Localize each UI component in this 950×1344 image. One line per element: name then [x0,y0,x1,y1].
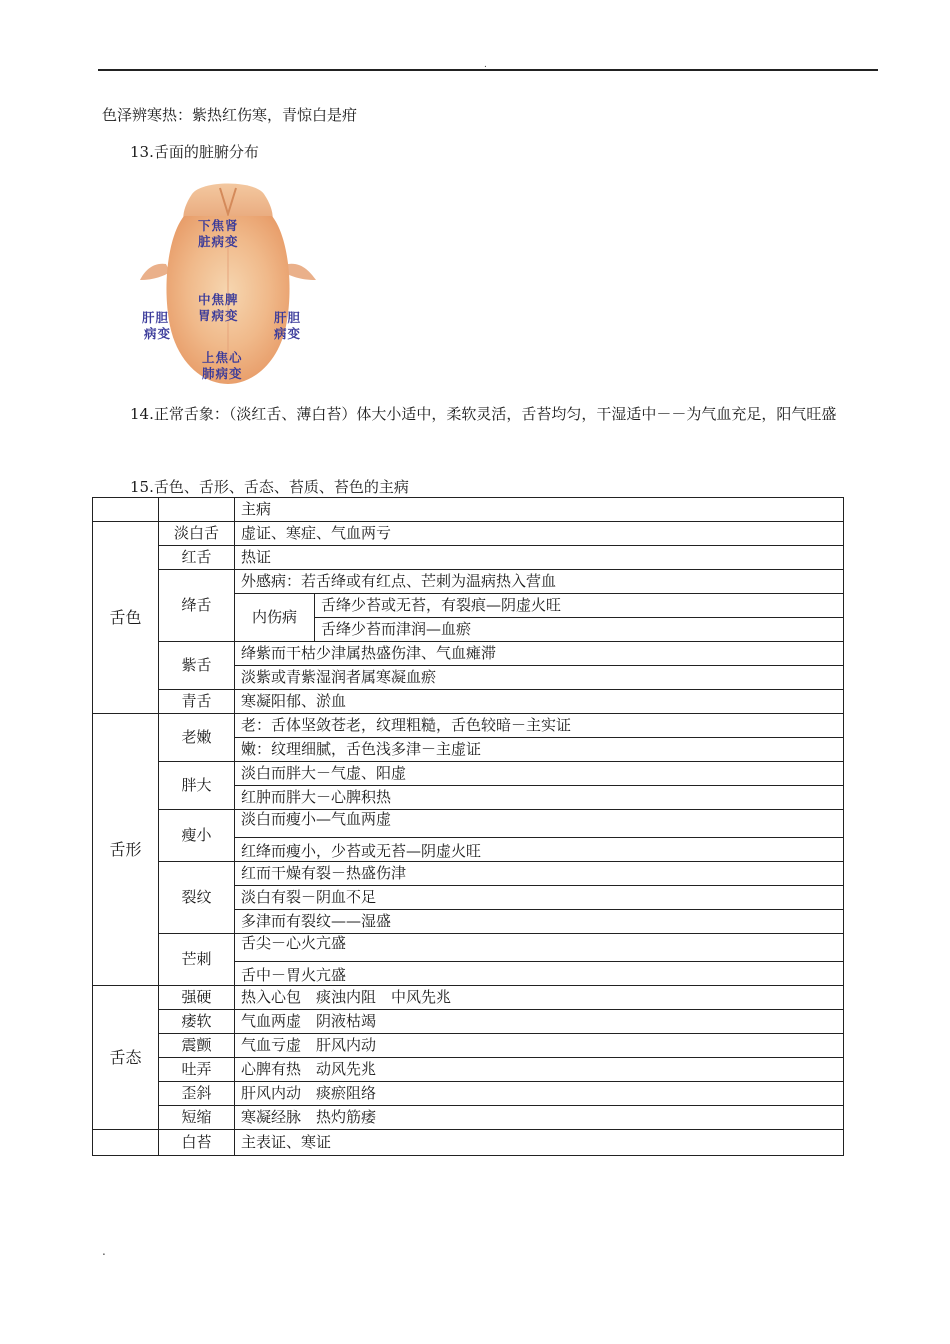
figure-label-right-1: 肝胆 [274,310,302,325]
table-row [93,1082,844,1106]
sub-weiruan: 痿软 [159,1010,235,1034]
sub-laonen: 老嫩 [159,714,235,762]
table-row [93,762,844,786]
section-14-paragraph: 14.正常舌象：（淡红舌、薄白苔）体大小适中，柔软灵活，舌苔均匀，干湿适中－－为气血充足，阳气旺盛 [130,405,837,423]
header-mark: . [484,60,487,70]
category-tongue-state: 舌态 [93,986,159,1130]
cell-qiangying: 热入心包 痰浊内阻 中风先兆 [235,986,844,1010]
table-row [93,570,844,594]
table-row [93,714,844,738]
table-row [93,934,844,962]
cell-zi-1: 绛紫而干枯少津属热盛伤津、气血瘫滞 [235,642,844,666]
table-row [93,810,844,838]
cell-hong: 热证 [235,546,844,570]
rhyme-line: 色泽辨寒热：紫热红伤寒，青惊白是疳 [102,106,358,124]
table-row [93,1130,844,1156]
sub-baitai: 白苔 [159,1130,235,1156]
cell-mangci-1: 舌尖－心火亢盛 [235,934,844,962]
cell-danbai: 虚证、寒症、气血两亏 [235,522,844,546]
cell-laonen-1: 老：舌体坚敛苍老，纹理粗糙，舌色较暗－主实证 [235,714,844,738]
category-tongue-color: 舌色 [93,522,159,714]
figure-label-top-2: 脏病变 [198,234,239,249]
sub-zhenchan: 震颤 [159,1034,235,1058]
sub-shouxiao: 瘦小 [159,810,235,862]
sub-jiang: 绛舌 [159,570,235,642]
table-header-row [93,498,844,522]
cell-jiang-internal-2: 舌绛少苔而津润—血瘀 [315,618,844,642]
cell-pangda-2: 红肿而胖大－心脾积热 [235,786,844,810]
cell-shouxiao-2: 红绛而瘦小，少苔或无苔—阴虚火旺 [235,838,844,862]
table-row [93,546,844,570]
sub-zi: 紫舌 [159,642,235,690]
cell-tunong: 心脾有热 动风先兆 [235,1058,844,1082]
cell-baitai: 主表证、寒证 [235,1130,844,1156]
table-row [93,522,844,546]
header-cell-empty-2 [159,498,235,522]
table-row [93,1010,844,1034]
header-rule [98,69,878,71]
footer-mark: . [102,1244,106,1258]
sub-waixie: 歪斜 [159,1082,235,1106]
cell-shouxiao-1: 淡白而瘦小—气血两虚 [235,810,844,838]
figure-label-left-1: 肝胆 [142,310,170,325]
tongue-organ-map-figure [132,176,322,388]
sub-duansuo: 短缩 [159,1106,235,1130]
cell-zi-2: 淡紫或青紫湿润者属寒凝血瘀 [235,666,844,690]
cell-jiang-internal-1: 舌绛少苔或无苔，有裂痕—阴虚火旺 [315,594,844,618]
table-row [93,1058,844,1082]
sub-mangci: 芒刺 [159,934,235,986]
cell-qing: 寒凝阳郁、淤血 [235,690,844,714]
figure-label-bottom-1: 上焦心 [202,350,243,365]
figure-label-mid-1: 中焦脾 [198,292,239,307]
header-cell-empty-1 [93,498,159,522]
cell-mangci-2: 舌中－胃火亢盛 [235,962,844,986]
sub-liewen: 裂纹 [159,862,235,934]
sub-pangda: 胖大 [159,762,235,810]
figure-label-left-2: 病变 [144,326,172,341]
sub-qiangying: 强硬 [159,986,235,1010]
cell-liewen-2: 淡白有裂－阴血不足 [235,886,844,910]
cell-liewen-1: 红而干燥有裂－热盛伤津 [235,862,844,886]
sub-danbai: 淡白舌 [159,522,235,546]
category-tongue-shape: 舌形 [93,714,159,986]
table-row [93,862,844,886]
figure-label-top-1: 下焦肾 [198,218,239,233]
figure-label-mid-2: 胃病变 [198,308,239,323]
figure-label-bottom-2: 肺病变 [202,366,243,381]
category-coating [93,1130,159,1156]
cell-jiang-external: 外感病：若舌绛或有红点、芒刺为温病热入营血 [235,570,844,594]
table-row [93,642,844,666]
sub-jiang-internal: 内伤病 [235,594,315,642]
table-row [93,1106,844,1130]
header-cell-main-disease: 主病 [235,498,844,522]
cell-zhenchan: 气血亏虚 肝风内动 [235,1034,844,1058]
cell-laonen-2: 嫩：纹理细腻，舌色浅多津－主虚证 [235,738,844,762]
section-13-heading: 13.舌面的脏腑分布 [130,143,259,161]
figure-label-right-2: 病变 [274,326,302,341]
sub-qing: 青舌 [159,690,235,714]
section-15-heading: 15.舌色、舌形、舌态、苔质、苔色的主病 [130,478,409,496]
table-row [93,986,844,1010]
cell-duansuo: 寒凝经脉 热灼筋痿 [235,1106,844,1130]
tongue-illustration [132,176,322,388]
sub-tunong: 吐弄 [159,1058,235,1082]
cell-waixie: 肝风内动 痰瘀阻络 [235,1082,844,1106]
table-row [93,1034,844,1058]
table-row [93,690,844,714]
tongue-diagnosis-table [92,497,844,1156]
cell-weiruan: 气血两虚 阴液枯竭 [235,1010,844,1034]
cell-liewen-3: 多津而有裂纹——湿盛 [235,910,844,934]
sub-hong: 红舌 [159,546,235,570]
cell-pangda-1: 淡白而胖大－气虚、阳虚 [235,762,844,786]
